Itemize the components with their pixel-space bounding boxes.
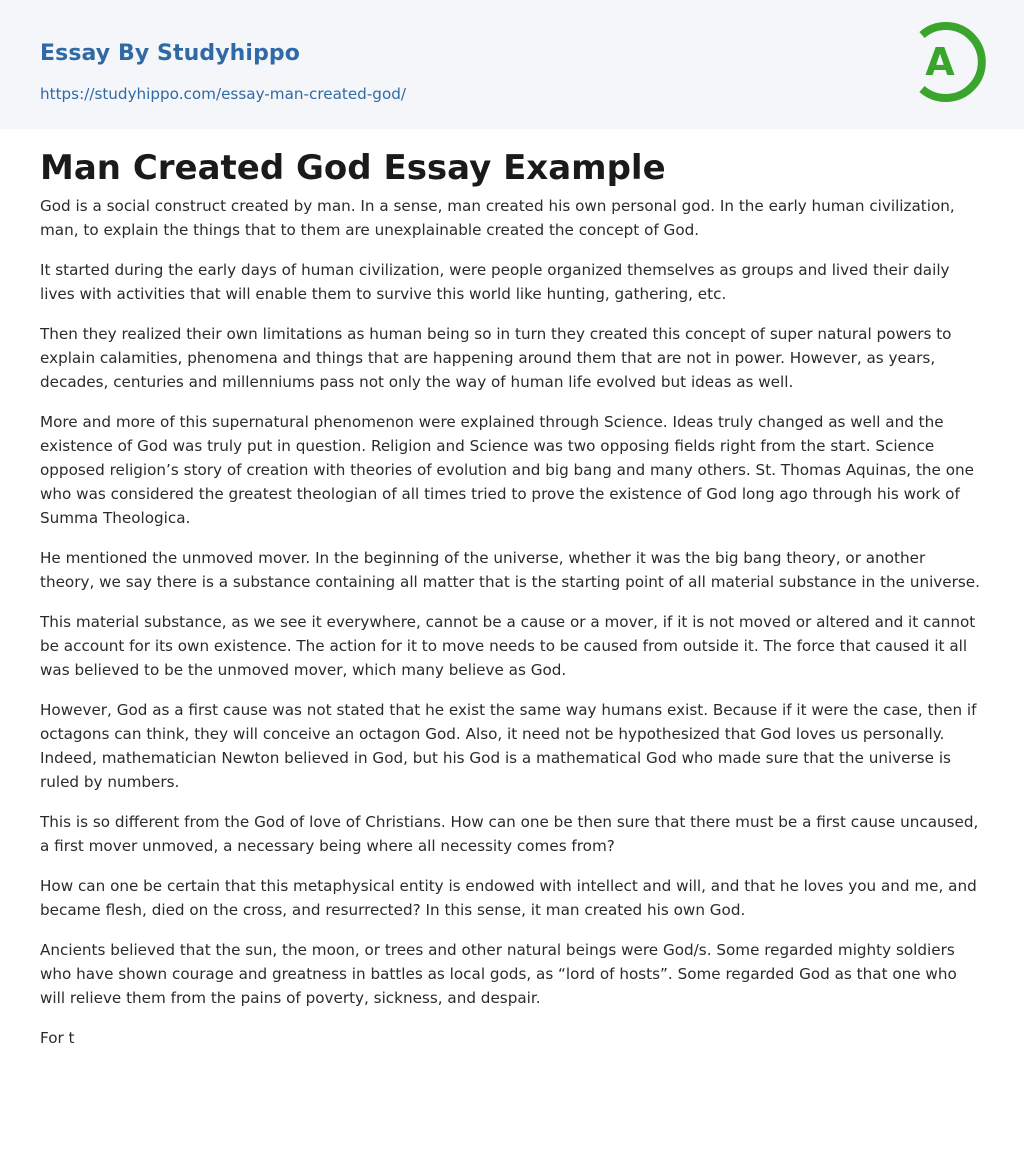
essay-paragraph: However, God as a first cause was not stated that he exist the same way humans exist. Because if it were the case, then if octagons can think, they will conceive an octagon God. Also, it need not be hypothesized that God loves us personally. Indeed, mathematician Newton believed in God, but his God is a mathematical God who made sure that the universe is ruled by numbers. <box>40 701 977 791</box>
essay-body <box>40 194 984 1066</box>
site-header <box>0 0 1024 129</box>
essay-title: Man Created God Essay Example <box>40 148 666 188</box>
essay-paragraph: More and more of this supernatural phenomenon were explained through Science. Ideas truly changed as well and the existence of God was truly put in question. Religion and Science was two opposing fields right from the start. Science opposed religion’s story of creation with theories of evolution and big bang and many others. St. Thomas Aquinas, the one who was considered the greatest theologian of all times tried to prove the existence of God long ago through his work of Summa Theologica. <box>40 413 974 527</box>
essay-paragraph: This is so different from the God of love of Christians. How can one be then sure that there must be a first cause uncaused, a first mover unmoved, a necessary being where all necessity comes from? <box>40 813 979 855</box>
essay-paragraph: It started during the early days of human civilization, were people organized themselves as groups and lived their daily lives with activities that will enable them to survive this world like hunting, gathering, etc. <box>40 261 950 303</box>
essay-paragraph: How can one be certain that this metaphysical entity is endowed with intellect and will, and that he loves you and me, and became flesh, died on the cross, and resurrected? In this sense, it man created his own God. <box>40 877 977 919</box>
essay-paragraph: This material substance, as we see it everywhere, cannot be a cause or a mover, if it is not moved or altered and it cannot be account for its own existence. The action for it to move needs to be caused from outside it. The force that caused it all was believed to be the unmoved mover, which many believe as God. <box>40 613 976 679</box>
essay-url-link[interactable]: https://studyhippo.com/essay-man-created-god/ <box>40 85 406 103</box>
brand-title[interactable]: Essay By Studyhippo <box>40 41 300 66</box>
logo-letter: A <box>925 40 955 84</box>
essay-paragraph: God is a social construct created by man. In a sense, man created his own personal god. In the early human civilization, man, to explain the things that to them are unexplainable created the concept of God. <box>40 197 955 239</box>
essay-paragraph: He mentioned the unmoved mover. In the beginning of the universe, whether it was the big bang theory, or another theory, we say there is a substance containing all matter that is the starting point of all material substance in the universe. <box>40 549 980 591</box>
essay-paragraph-truncated: For t <box>40 1029 75 1047</box>
studyhippo-logo-icon[interactable] <box>912 18 988 106</box>
essay-paragraph: Then they realized their own limitations as human being so in turn they created this concept of super natural powers to explain calamities, phenomena and things that are happening around them that are not in power. However, as years, decades, centuries and millenniums pass not only the way of human life evolved but ideas as well. <box>40 325 952 391</box>
essay-paragraph: Ancients believed that the sun, the moon, or trees and other natural beings were God/s. Some regarded mighty soldiers who have shown courage and greatness in battles as local gods, as “lord of hosts”. Some regarded God as that one who will relieve them from the pains of poverty, sickness, and despair. <box>40 941 957 1007</box>
